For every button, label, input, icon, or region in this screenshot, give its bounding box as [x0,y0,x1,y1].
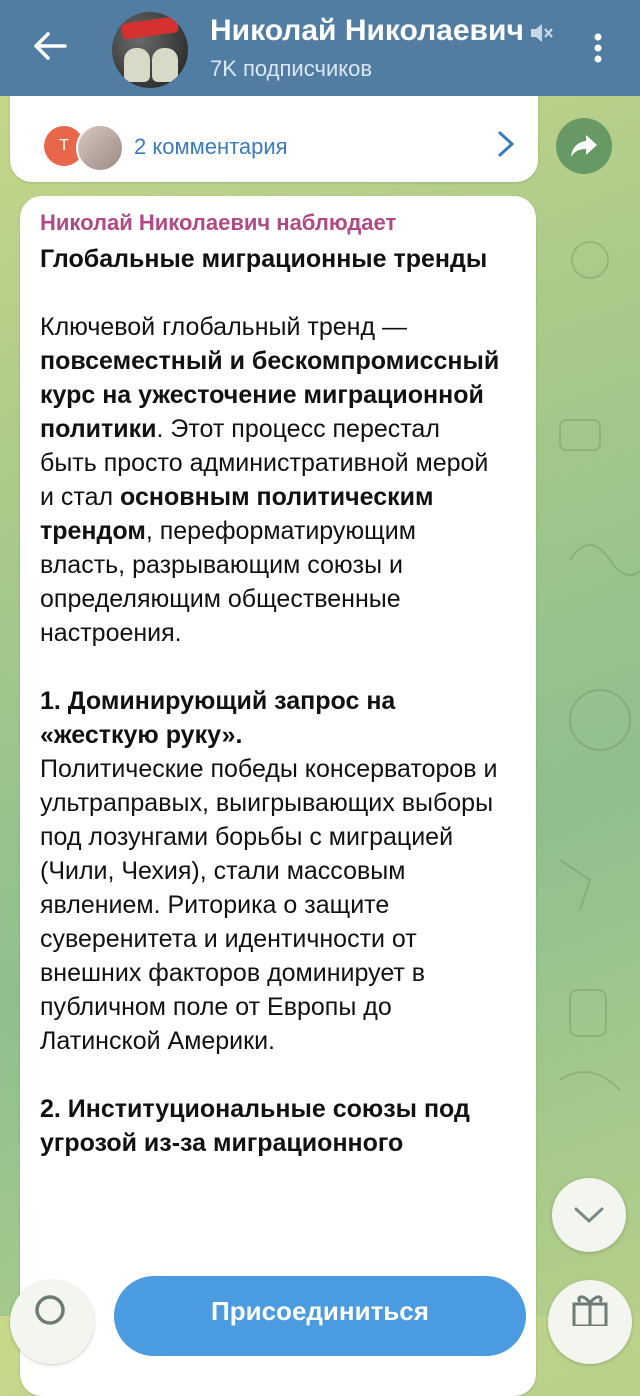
commenter-avatar-photo [76,124,124,172]
comments-count: 2 комментария [134,134,288,159]
search-button[interactable] [10,1280,94,1364]
comments-link[interactable] [10,96,538,182]
chevron-down-icon [573,1205,605,1225]
chevron-right-icon [494,130,518,158]
section-1-text: Политические победы консерваторов и ультраправых, выигрывающих выборы под лозунгами борьбы с миграцией (Чили, Чехия), стали массовым явлением. Риторика о защите суверенитета и идентичности от внешних факторов доминирует в публичном поле от Европы до Латинской Америки. [40,755,498,1055]
scroll-down-button[interactable] [552,1178,626,1252]
commenter-avatar: Т [44,126,84,166]
muted-speaker-icon [528,20,554,46]
subscriber-count: 7K подписчиков [210,56,373,81]
post-paragraph-1: Ключевой глобальный тренд — повсеместный и бескомпромиссный курс на ужесточение миграционной политики. Этот процесс перестал быть просто административной мерой и стал основным политическим трендом, переформатирующим власть, разрывающим союзы и определяющим общественные настроения. [40,313,500,647]
back-arrow-icon [33,31,67,61]
search-icon [10,1288,94,1328]
share-button[interactable] [556,118,612,174]
post-text [40,242,500,1160]
more-menu-button[interactable] [578,22,618,74]
chat-header [0,0,640,96]
post-author[interactable]: Николай Николаевич наблюдает [40,210,397,235]
back-button[interactable] [24,20,76,72]
join-channel-button[interactable]: Присоединиться [114,1276,526,1356]
section-1-title: 1. Доминирующий запрос на «жесткую руку». [40,687,396,749]
gift-icon [548,1286,632,1326]
gift-button[interactable] [548,1280,632,1364]
post-heading: Глобальные миграционные тренды [40,245,488,273]
channel-post [20,196,536,1396]
share-arrow-icon [569,133,599,159]
channel-avatar[interactable] [112,12,188,88]
section-2-title: 2. Институциональные союзы под угрозой из-за миграционного [40,1095,470,1157]
more-vertical-icon [594,33,602,63]
channel-title[interactable]: Николай Николаевич [210,14,524,47]
